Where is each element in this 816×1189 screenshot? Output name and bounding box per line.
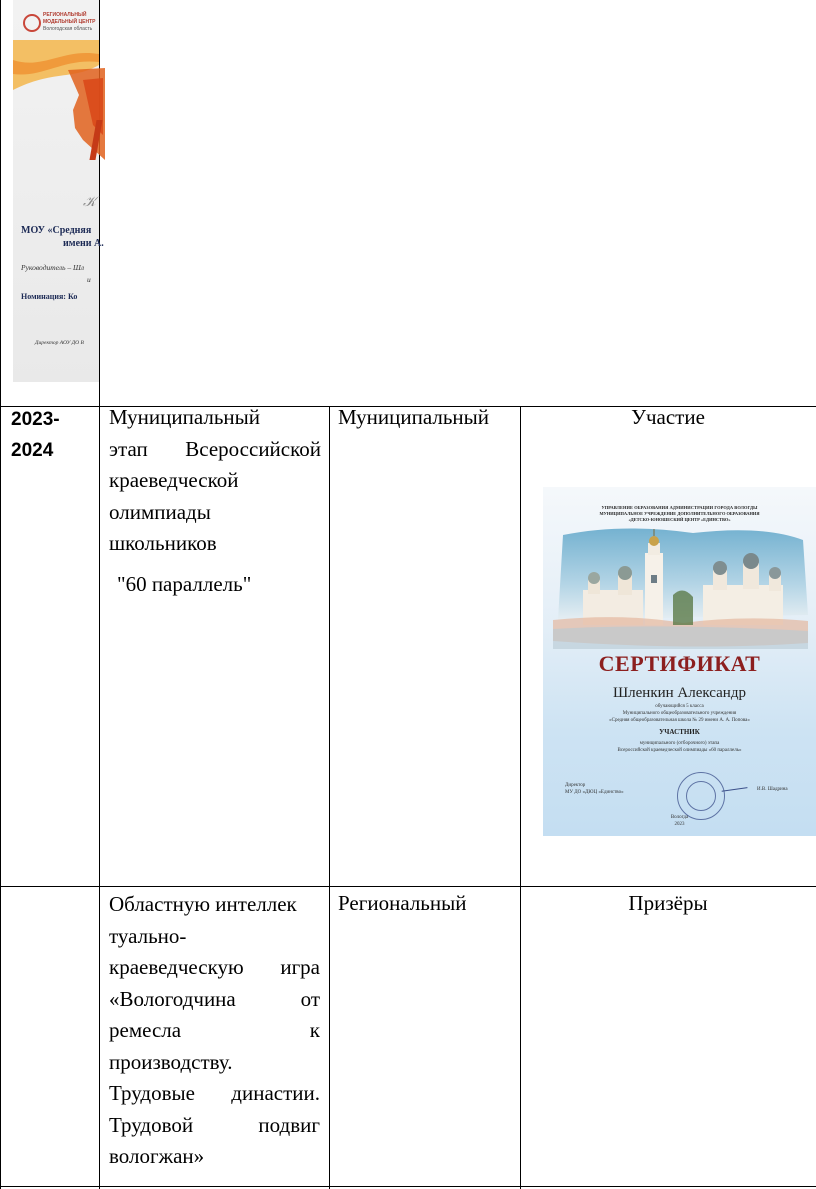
row2-event-line-5: ремесла к xyxy=(109,1018,320,1042)
cert-sign-left-1: Директор xyxy=(565,783,586,788)
certificate-image xyxy=(543,487,816,836)
row1-event-line-3: краеведческой xyxy=(109,468,239,492)
cert-name: Шленкин Александр xyxy=(613,685,746,701)
row2-level: Региональный xyxy=(338,891,467,915)
cert-header-2: МУНИЦИПАЛЬНОЕ УЧРЕЖДЕНИЕ ДОПОЛНИТЕЛЬНОГО ОБРАЗОВАНИЯ xyxy=(599,511,760,516)
row2-event-line-1: Областную интеллек xyxy=(109,892,297,916)
col-divider-2 xyxy=(329,406,330,1189)
row-divider-2 xyxy=(0,886,816,887)
row-divider-3 xyxy=(0,1186,816,1187)
row1-event-line-2: этап Всероссийской xyxy=(109,436,321,461)
row2-event-line-4: «Вологодчина от xyxy=(109,986,320,1011)
cert-sub-1: обучающийся 5 класса xyxy=(655,704,704,709)
row2-event-line-3: краеведческую игра xyxy=(109,955,320,979)
logo-text-1: РЕГИОНАЛЬНЫЙ xyxy=(43,12,87,18)
cert-title: СЕРТИФИКАТ xyxy=(598,651,761,676)
row1-year: 2023- 2024 xyxy=(11,409,60,461)
logo-text-3: Вологодская область xyxy=(43,26,93,32)
cert-desc-1: муниципального (отборочного) этапа xyxy=(639,741,720,746)
row1-event-line-1: Муниципальный xyxy=(109,405,260,429)
regional-center-logo xyxy=(23,14,41,32)
row2-event-line-2: туально- xyxy=(109,923,187,948)
cert-role: УЧАСТНИК xyxy=(659,728,700,736)
school-line-1: МОУ «Средняя xyxy=(21,225,92,236)
row1-event-line-5: школьников xyxy=(109,531,217,555)
leader-line: Руководитель – Шл xyxy=(21,263,85,272)
row1-event-extra: "60 параллель" xyxy=(117,571,252,596)
row2-event-line-9: вологжан» xyxy=(109,1144,205,1168)
orange-wave-decoration xyxy=(13,40,99,180)
cert-city: Вологда xyxy=(670,815,689,820)
col-divider-3 xyxy=(520,406,521,1189)
row1-result: Участие xyxy=(631,405,705,429)
cert-sign-left-2: МУ ДО «ДЮЦ «Единство» xyxy=(565,790,624,795)
row2-event-line-6: производству. xyxy=(109,1049,233,1074)
signature-mark: 𝒦 xyxy=(83,195,97,210)
director-line: Директор АОУ ДО В xyxy=(35,340,84,346)
cert-year: 2023 xyxy=(674,822,685,827)
row2-event xyxy=(109,889,320,1173)
row2-result: Призёры xyxy=(628,891,708,915)
cert-stamp xyxy=(677,772,725,820)
row2-event-line-7: Трудовые династии. xyxy=(109,1081,320,1105)
cert-header-1: УПРАВЛЕНИЕ ОБРАЗОВАНИЯ АДМИНИСТРАЦИИ ГОРОДА ВОЛОГДЫ xyxy=(601,505,758,510)
col-divider-1 xyxy=(99,0,100,1189)
cert-header-3: «ДЕТСКО-ЮНОШЕСКИЙ ЦЕНТР «ЕДИНСТВО» xyxy=(628,517,731,522)
cert-signature-scribble xyxy=(721,779,748,792)
logo-text-2: МОДЕЛЬНЫЙ ЦЕНТР xyxy=(43,19,96,25)
cert-sub-2: Муниципального общеобразовательного учреждения xyxy=(622,711,737,716)
cert-sign-right: И.В. Шадрина xyxy=(757,787,788,792)
cert-desc-2: Всероссийской краеведческой олимпиады «60 параллель» xyxy=(617,748,742,753)
row1-event xyxy=(109,402,321,600)
school-line-2: имени А. xyxy=(63,238,104,249)
diploma-image xyxy=(13,0,104,382)
row1-event-line-4: олимпиады xyxy=(109,499,211,524)
row1-level: Муниципальный xyxy=(338,405,489,429)
nomination-line: Номинация: Ко xyxy=(21,292,78,301)
table-left-border xyxy=(0,0,1,1189)
church-painting xyxy=(543,525,816,655)
cert-sub-3: «Средняя общеобразовательная школа № 29 имени А. А. Попова» xyxy=(609,718,750,723)
leader-line-cont: и xyxy=(87,275,91,284)
row2-event-line-8: Трудовой подвиг xyxy=(109,1112,320,1137)
